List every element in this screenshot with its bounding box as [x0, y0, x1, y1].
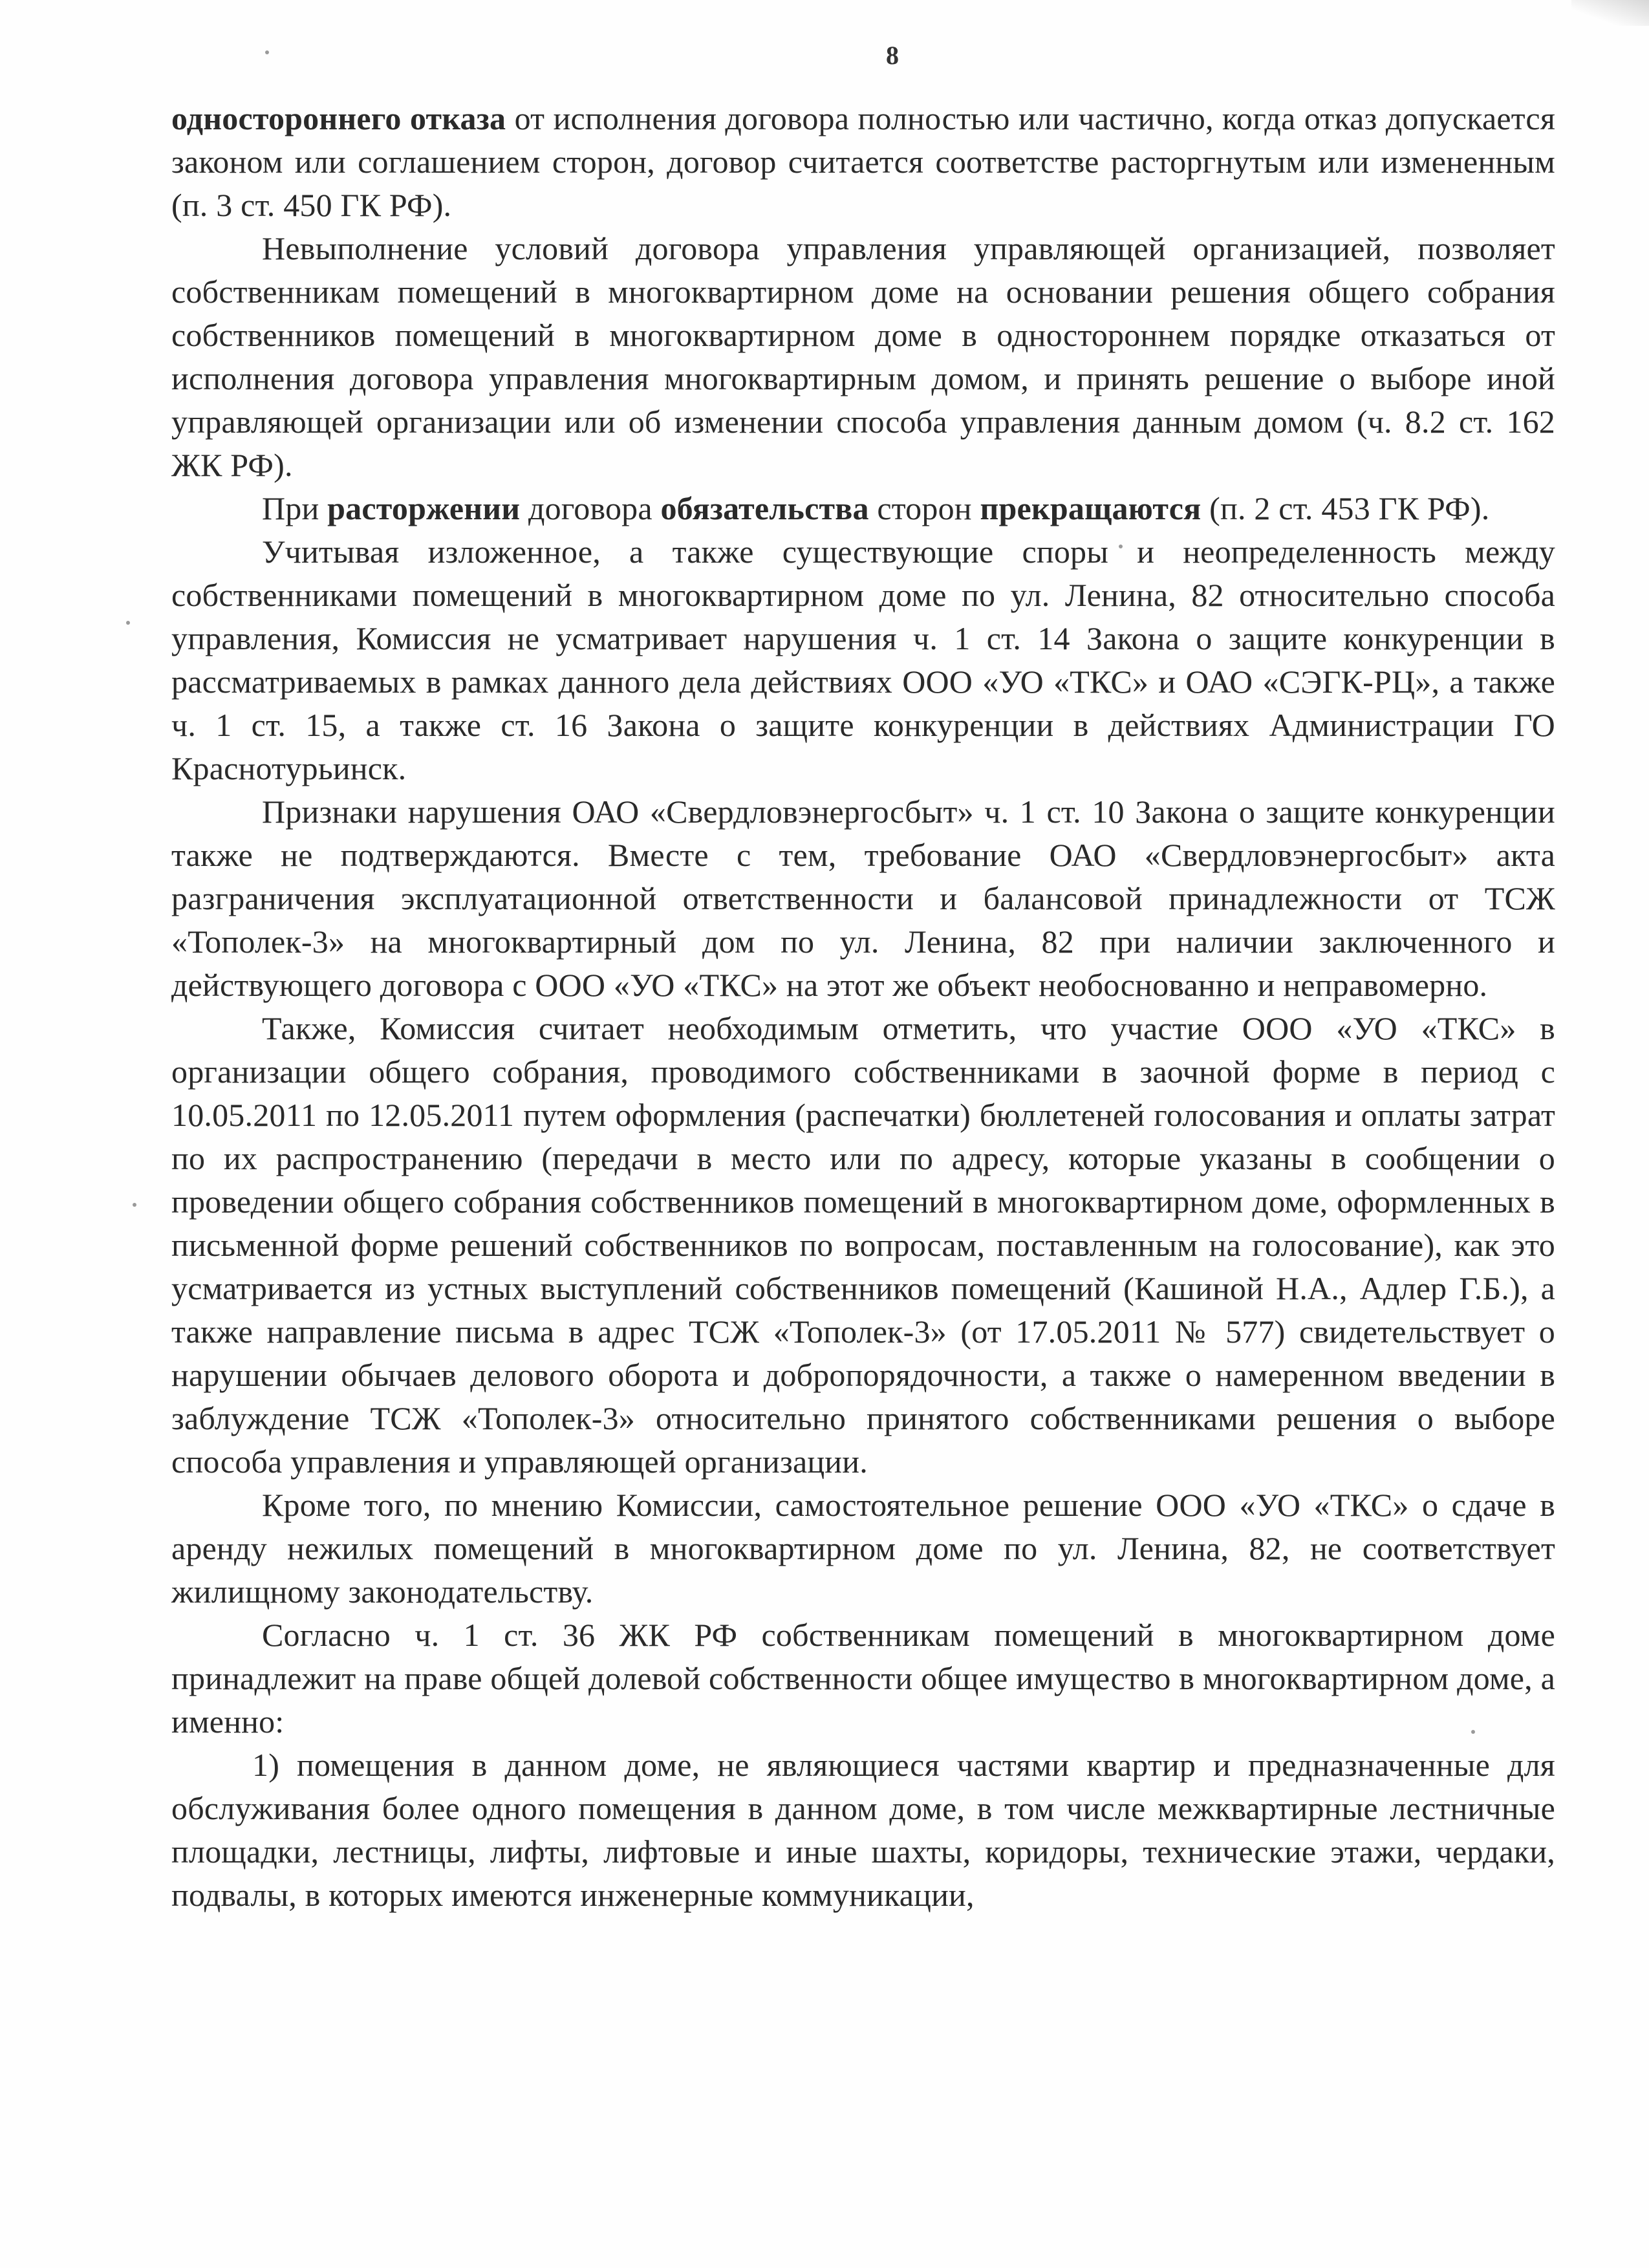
paragraph: Признаки нарушения ОАО «Свердловэнергосбыт» ч. 1 ст. 10 Закона о защите конкуренции также не подтверждаются. Вместе с тем, требование ОАО «Свердловэнергосбыт» акта разграничения эксплуатационной ответственности и балансовой принадлежности от ТСЖ «Тополек-3» на многоквартирный дом по ул. Ленина, 82 при наличии заключенного и действующего договора с ООО «УО «ТКС» на этот же объект необоснованно и неправомерно.	[171, 794, 1555, 1003]
paragraph-text: При	[262, 490, 328, 526]
paragraph: Учитывая изложенное, а также существующие споры и неопределенность между собственниками помещений в многоквартирном доме по ул. Ленина, 82 относительно способа управления, Комиссия не усматривает нарушения ч. 1 ст. 14 Закона о защите конкуренции в рассматриваемых в рамках данного дела действиях ООО «УО «ТКС» и ОАО «СЭГК-РЦ», а также ч. 1 ст. 15, а также ст. 16 Закона о защите конкуренции в действиях Администрации ГО Краснотурьинск.	[171, 534, 1555, 786]
scan-shadow	[1571, 0, 1649, 26]
paragraph	[171, 97, 1555, 227]
document-body	[171, 97, 1555, 1917]
scan-speck	[126, 621, 130, 625]
paragraph-text: сторон	[868, 490, 980, 526]
bold-phrase: прекращаются	[980, 490, 1202, 526]
scan-speck	[265, 50, 269, 54]
paragraph: Также, Комиссия считает необходимым отметить, что участие ООО «УО «ТКС» в организации общего собрания, проводимого собственниками в заочной форме в период с 10.05.2011 по 12.05.2011 путем оформления (распечатки) бюллетеней голосования и оплаты затрат по их распространению (передачи в место или по адресу, которые указаны в сообщении о проведении общего собрания собственников помещений в многоквартирном доме, оформленных в письменной форме решений собственников по вопросам, поставленным на голосование), как это усматривается из устных выступлений собственников помещений (Кашиной Н.А., Адлер Г.Б.), а также направление письма в адрес ТСЖ «Тополек-3» (от 17.05.2011 № 577) свидетельствует о нарушении обычаев делового оборота и добропорядочности, а также о намеренном введении в заблуждение ТСЖ «Тополек-3» относительно принятого собственниками решения о выборе способа управления и управляющей организации.	[171, 1010, 1555, 1480]
bold-phrase: обязательства	[660, 490, 869, 526]
paragraph: Согласно ч. 1 ст. 36 ЖК РФ собственникам помещений в многоквартирном доме принадлежит на праве общей долевой собственности общее имущество в многоквартирном доме, а именно:	[171, 1617, 1555, 1740]
scan-speck	[133, 1203, 136, 1207]
paragraph: Кроме того, по мнению Комиссии, самостоятельное решение ООО «УО «ТКС» о сдаче в аренду нежилых помещений в многоквартирном доме по ул. Ленина, 82, не соответствует жилищному законодательству.	[171, 1487, 1555, 1610]
list-item: 1) помещения в данном доме, не являющиеся частями квартир и предназначенные для обслуживания более одного помещения в данном доме, в том числе межквартирные лестничные площадки, лестницы, лифты, лифтовые и иные шахты, коридоры, технические этажи, чердаки, подвалы, в которых имеются инженерные коммуникации,	[171, 1747, 1555, 1913]
bold-phrase: одностороннего отказа	[171, 100, 506, 136]
paragraph: Невыполнение условий договора управления управляющей организацией, позволяет собственникам помещений в многоквартирном доме на основании решения общего собрания собственников помещений в многоквартирном доме в одностороннем порядке отказаться от исполнения договора управления многоквартирным домом, и принять решение о выборе иной управляющей организации или об изменении способа управления данным домом (ч. 8.2 ст. 162 ЖК РФ).	[171, 230, 1555, 483]
page-number: 8	[886, 41, 899, 70]
paragraph-text: договора	[520, 490, 661, 526]
bold-phrase: расторжении	[327, 490, 521, 526]
paragraph	[171, 487, 1555, 530]
paragraph-text: (п. 2 ст. 453 ГК РФ).	[1201, 490, 1490, 526]
paragraph-text: от исполнения договора полностью или частично, когда отказ допускается законом или соглашением сторон, договор считается соответстве расторгнутым или измененным (п. 3 ст. 450 ГК РФ).	[171, 100, 1556, 223]
